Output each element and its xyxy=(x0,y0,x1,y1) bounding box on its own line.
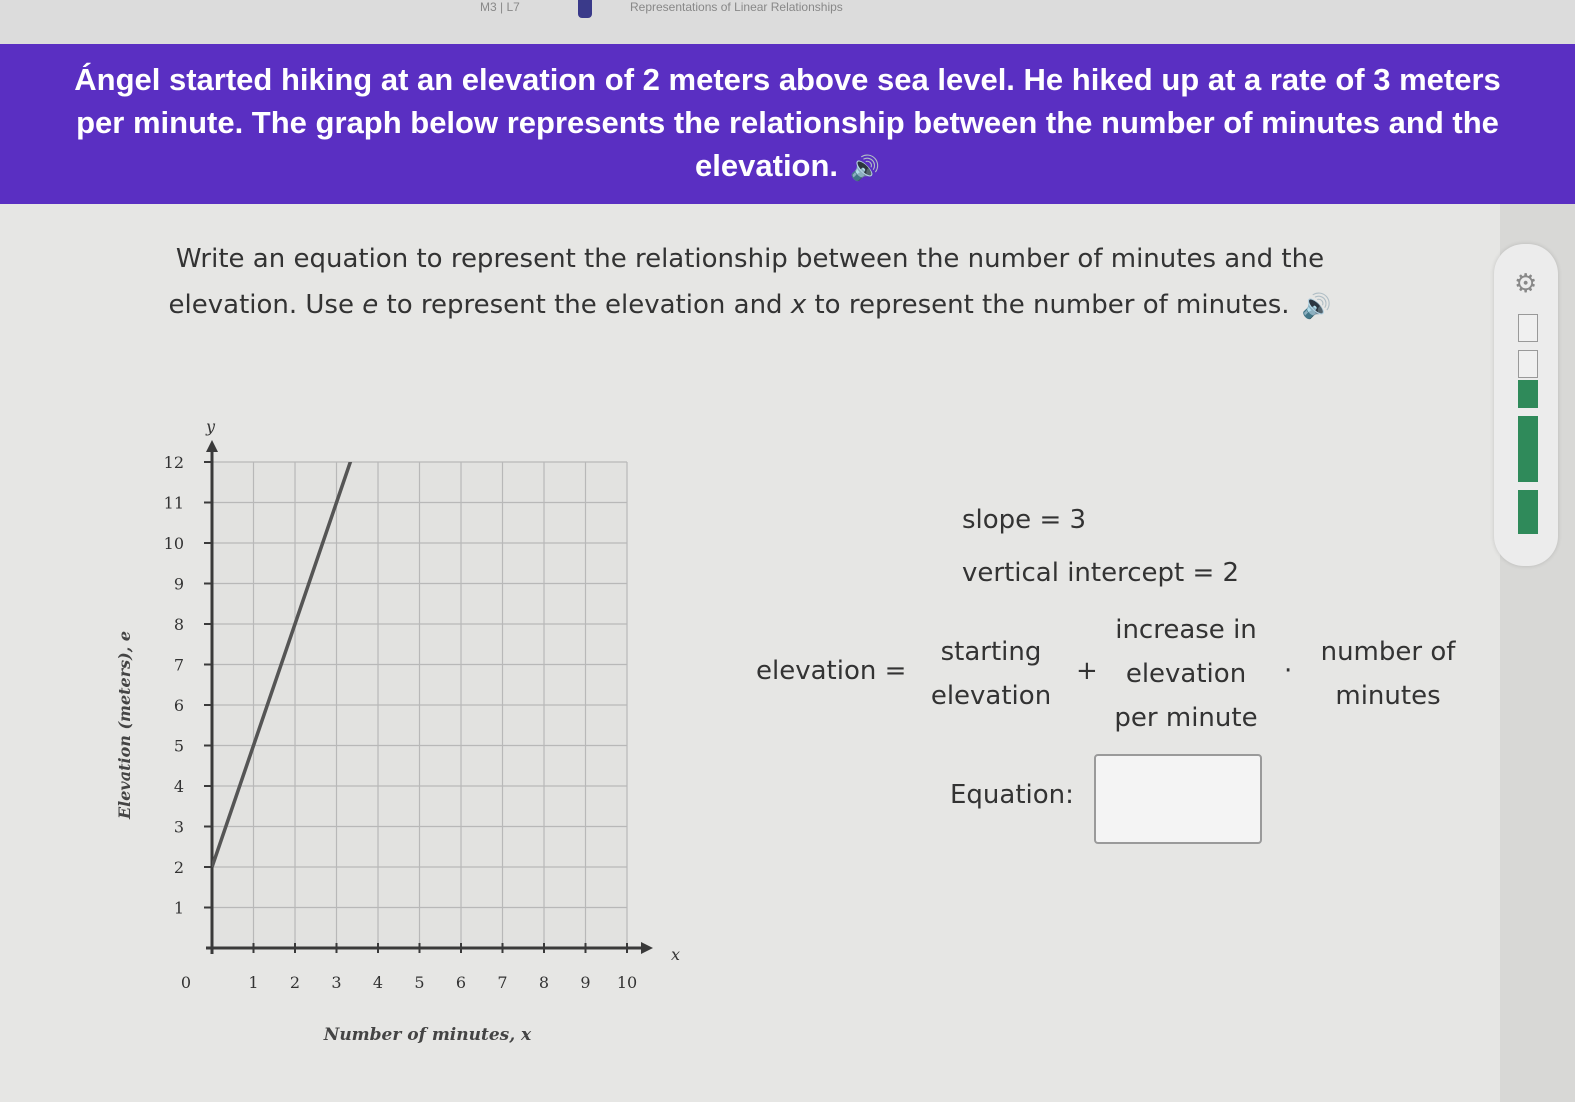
progress-sidebar xyxy=(1494,244,1558,566)
x-tick-label: 3 xyxy=(331,973,342,992)
y-tick-label: 1 xyxy=(173,898,184,918)
y-tick-label: 6 xyxy=(173,696,184,715)
instruction-text-2: to represent the elevation and xyxy=(378,290,791,320)
y-tick-label: 12 xyxy=(163,453,184,472)
y-tick-label: 9 xyxy=(173,574,184,594)
x-tick-label: 6 xyxy=(455,973,467,992)
x-tick-label: 0 xyxy=(180,973,192,992)
term-rate xyxy=(1100,608,1272,740)
elevation-graph xyxy=(100,410,700,1050)
progress-segment xyxy=(1518,350,1538,378)
term2-line1: increase in xyxy=(1115,615,1257,645)
x-tick-label: 2 xyxy=(289,973,301,992)
y-axis-title: Elevation (meters), e xyxy=(115,630,134,820)
question-instruction xyxy=(150,236,1350,329)
variable-x: x xyxy=(790,290,807,320)
settings-icon[interactable]: ⚙ xyxy=(1514,268,1538,298)
y-tick-label: 11 xyxy=(163,493,184,513)
y-tick-label: 2 xyxy=(173,858,184,877)
y-tick-label: 10 xyxy=(163,534,184,553)
speaker-icon[interactable]: 🔊 xyxy=(1301,291,1332,320)
y-tick-label: 8 xyxy=(173,615,184,634)
term3-line1: number of xyxy=(1320,637,1456,667)
x-tick-label: 1 xyxy=(248,973,259,992)
instruction-text-3: to represent the number of minutes. xyxy=(806,290,1290,320)
y-tick-label: 3 xyxy=(173,817,184,837)
x-axis-title: Number of minutes, x xyxy=(323,1025,532,1045)
variable-e: e xyxy=(362,290,379,320)
y-axis-arrow xyxy=(206,440,218,452)
progress-segment xyxy=(1518,314,1538,342)
problem-statement: Ángel started hiking at an elevation of 2 meters above sea level. He hiked up at a rate of 3 meters per minute. The graph below represents the relationship between the number of minutes and the elevation. xyxy=(74,62,1501,184)
line-chart xyxy=(100,410,700,1050)
speaker-icon[interactable]: 🔊 xyxy=(850,154,880,182)
equation-input[interactable] xyxy=(1094,754,1262,844)
term2-line2: elevation xyxy=(1125,659,1247,689)
term3-line2: minutes xyxy=(1335,681,1441,711)
x-tick-label: 8 xyxy=(538,973,550,992)
y-tick-label: 4 xyxy=(173,777,184,796)
x-tick-label: 9 xyxy=(580,973,591,992)
x-tick-label: 5 xyxy=(414,973,425,992)
x-tick-label: 4 xyxy=(372,973,384,992)
top-strip xyxy=(0,0,1575,44)
equation-lhs: elevation = xyxy=(756,656,907,686)
problem-text xyxy=(53,58,1523,189)
tab-lesson[interactable]: M3 | L7 xyxy=(480,0,520,14)
tab-marker xyxy=(578,0,592,18)
plus-sign: + xyxy=(1076,656,1098,686)
progress-segment xyxy=(1518,380,1538,408)
x-tick-label: 10 xyxy=(616,973,638,992)
equation-label: Equation: xyxy=(950,780,1074,810)
problem-banner xyxy=(0,44,1575,204)
slope-fact: slope = 3 xyxy=(962,505,1087,535)
x-axis-arrow xyxy=(641,942,653,954)
term-starting-elevation xyxy=(920,630,1062,718)
tab-title[interactable]: Representations of Linear Relationships xyxy=(630,0,843,14)
intercept-fact: vertical intercept = 2 xyxy=(962,558,1240,588)
y-tick-label: 5 xyxy=(173,736,184,756)
progress-segment xyxy=(1518,490,1538,534)
x-tick-label: 7 xyxy=(497,973,508,992)
term2-line3: per minute xyxy=(1114,703,1258,733)
y-axis-letter: y xyxy=(206,417,216,436)
y-tick-label: 7 xyxy=(173,655,184,675)
term1-line2: elevation xyxy=(930,681,1052,711)
term-minutes xyxy=(1302,630,1474,718)
term1-line1: starting xyxy=(940,637,1042,667)
progress-segment xyxy=(1518,416,1538,482)
x-axis-letter: x xyxy=(671,945,681,964)
multiply-dot: · xyxy=(1284,656,1293,686)
instruction-text-1: Write an equation to represent the relationship between the number of minutes and the elevation. Use xyxy=(168,244,1325,320)
